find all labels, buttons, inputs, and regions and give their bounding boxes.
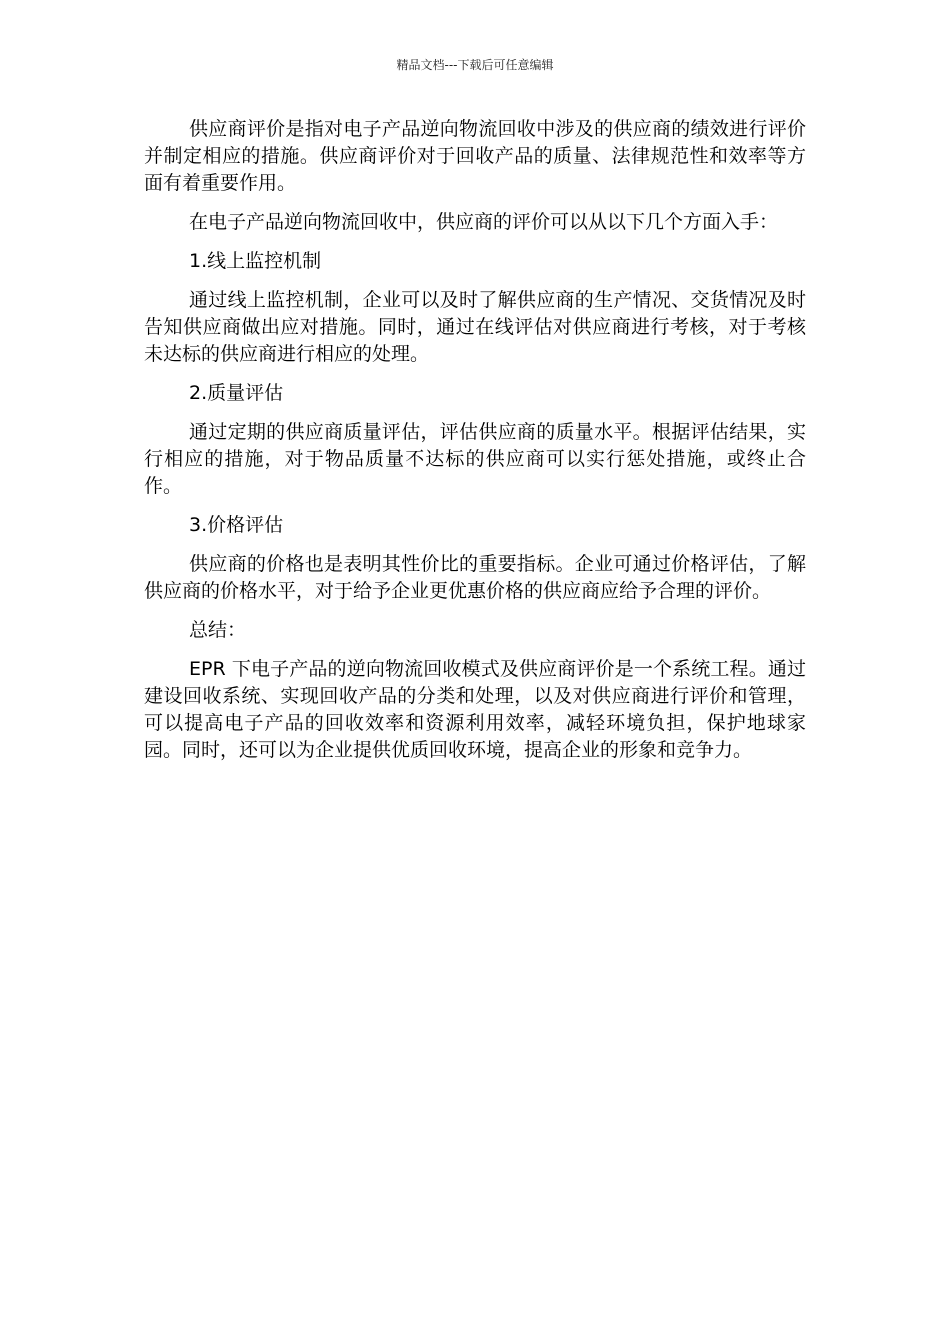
paragraph-price-evaluation: 供应商的价格也是表明其性价比的重要指标。企业可通过价格评估，了解供应商的价格水平，对于给予企业更优惠价格的供应商应给予合理的评价。 [144, 553, 806, 602]
document-body [144, 116, 806, 776]
paragraph-summary: EPR 下电子产品的逆向物流回收模式及供应商评价是一个系统工程。通过建设回收系统、实现回收产品的分类和处理，以及对供应商进行评价和管理，可以提高电子产品的回收效率和资源利用效率，减轻环境负担，保护地球家园。同时，还可以为企业提供优质回收环境，提高企业的形象和竞争力。 [144, 658, 806, 761]
heading-summary: 总结： [189, 619, 247, 641]
paragraph-quality-evaluation: 通过定期的供应商质量评估，评估供应商的质量水平。根据评估结果，实行相应的措施，对于物品质量不达标的供应商可以实行惩处措施，或终止合作。 [144, 421, 806, 497]
heading-online-monitoring: 1.线上监控机制 [189, 250, 322, 272]
paragraph-online-monitoring: 通过线上监控机制，企业可以及时了解供应商的生产情况、交货情况及时告知供应商做出应对措施。同时，通过在线评估对供应商进行考核，对于考核未达标的供应商进行相应的处理。 [144, 289, 806, 365]
paragraph-evaluation-aspects: 在电子产品逆向物流回收中，供应商的评价可以从以下几个方面入手： [189, 211, 779, 233]
page-header: 精品文档---下载后可任意编辑 [396, 58, 554, 72]
paragraph-supplier-evaluation-intro: 供应商评价是指对电子产品逆向物流回收中涉及的供应商的绩效进行评价并制定相应的措施。供应商评价对于回收产品的质量、法律规范性和效率等方面有着重要作用。 [144, 118, 806, 194]
heading-quality-evaluation: 2.质量评估 [189, 382, 284, 404]
heading-price-evaluation: 3.价格评估 [189, 514, 284, 536]
